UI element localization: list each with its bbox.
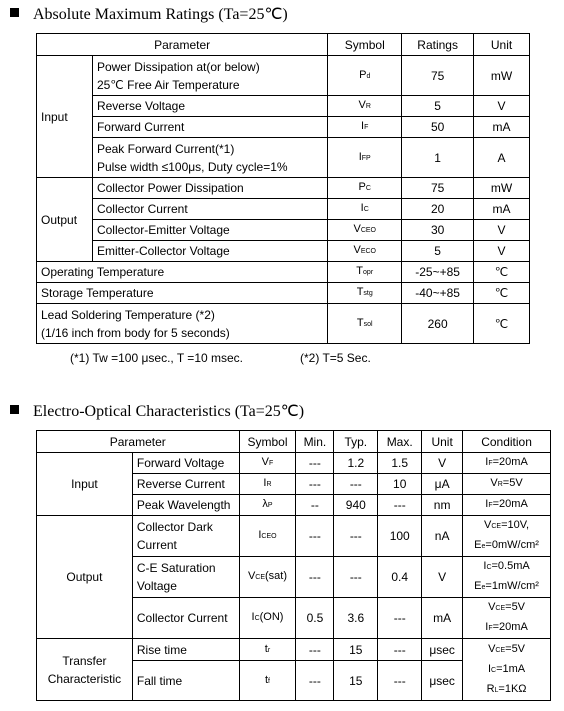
typ-cell: 15 — [334, 661, 378, 701]
table-row — [37, 138, 530, 178]
param-cell: Collector Current — [92, 199, 327, 220]
symbol-cell: Pd — [328, 56, 402, 96]
col-header-parameter: Parameter — [37, 34, 328, 56]
table-row — [37, 304, 530, 344]
symbol-cell: IR — [239, 474, 296, 495]
param-cell: Rise time — [132, 639, 239, 661]
condition-cell: VCE=10V, Ee=0mW/cm² — [463, 516, 551, 557]
typ-cell: --- — [334, 557, 378, 598]
unit-cell: V — [474, 241, 530, 262]
max-cell: --- — [378, 661, 422, 701]
col-header-unit: Unit — [422, 431, 463, 453]
table-row — [37, 516, 551, 557]
unit-cell: V — [422, 557, 463, 598]
unit-cell: A — [474, 138, 530, 178]
condition-cell: VCE=5V IC=1mA RL=1KΩ — [463, 639, 551, 701]
min-cell: --- — [296, 516, 334, 557]
rating-cell: 75 — [402, 178, 474, 199]
max-cell: 10 — [378, 474, 422, 495]
group-label-transfer: Transfer Characteristic — [37, 639, 133, 701]
param-cell: Collector Dark Current — [132, 516, 239, 557]
symbol-cell: VCE(sat) — [239, 557, 296, 598]
min-cell: 0.5 — [296, 598, 334, 639]
min-cell: --- — [296, 557, 334, 598]
table-row — [37, 283, 530, 304]
col-header-symbol: Symbol — [328, 34, 402, 56]
param-cell: C-E Saturation Voltage — [132, 557, 239, 598]
min-cell: --- — [296, 474, 334, 495]
min-cell: --- — [296, 639, 334, 661]
param-cell: Lead Soldering Temperature (*2) (1/16 inch from body for 5 seconds) — [37, 304, 328, 344]
typ-cell: 15 — [334, 639, 378, 661]
table-row — [37, 96, 530, 117]
col-header-unit: Unit — [474, 34, 530, 56]
table-row — [37, 639, 551, 661]
param-cell: Operating Temperature — [37, 262, 328, 283]
param-cell: Fall time — [132, 661, 239, 701]
param-cell: Forward Voltage — [132, 453, 239, 474]
rating-cell: 75 — [402, 56, 474, 96]
abs-max-title — [10, 4, 288, 24]
table-row — [37, 220, 530, 241]
col-header-min: Min. — [296, 431, 334, 453]
condition-cell: VCE=5V IF=20mA — [463, 598, 551, 639]
table-header-row — [37, 431, 551, 453]
param-cell: Peak Forward Current(*1) Pulse width ≤100μs, Duty cycle=1% — [92, 138, 327, 178]
unit-cell: nm — [422, 495, 463, 516]
typ-cell: 1.2 — [334, 453, 378, 474]
group-label-input: Input — [37, 56, 93, 178]
param-cell: Forward Current — [92, 117, 327, 138]
symbol-cell: PC — [328, 178, 402, 199]
unit-cell: ℃ — [474, 304, 530, 344]
max-cell: --- — [378, 639, 422, 661]
group-label-output: Output — [37, 178, 93, 262]
unit-cell: mA — [474, 117, 530, 138]
unit-cell: V — [422, 453, 463, 474]
condition-cell: IC=0.5mA Ee=1mW/cm² — [463, 557, 551, 598]
symbol-cell: VCEO — [328, 220, 402, 241]
max-cell: 100 — [378, 516, 422, 557]
rating-cell: 1 — [402, 138, 474, 178]
rating-cell: -25~+85 — [402, 262, 474, 283]
col-header-symbol: Symbol — [239, 431, 296, 453]
rating-cell: -40~+85 — [402, 283, 474, 304]
symbol-cell: ICEO — [239, 516, 296, 557]
param-cell: Collector-Emitter Voltage — [92, 220, 327, 241]
bullet-square-icon — [10, 8, 19, 17]
symbol-cell: tf — [239, 661, 296, 701]
symbol-cell: Tsol — [328, 304, 402, 344]
rating-cell: 5 — [402, 241, 474, 262]
param-cell: Reverse Voltage — [92, 96, 327, 117]
unit-cell: V — [474, 96, 530, 117]
symbol-cell: IC(ON) — [239, 598, 296, 639]
group-label-output: Output — [37, 516, 133, 639]
table-row — [37, 241, 530, 262]
param-cell: Collector Power Dissipation — [92, 178, 327, 199]
symbol-cell: IC — [328, 199, 402, 220]
unit-cell: mA — [474, 199, 530, 220]
max-cell: --- — [378, 598, 422, 639]
footnote-1: (*1) Tw =100 μsec., T =10 msec. — [70, 351, 243, 365]
col-header-typ: Typ. — [334, 431, 378, 453]
condition-cell: IF=20mA — [463, 495, 551, 516]
unit-cell: μsec — [422, 639, 463, 661]
condition-cell: IF=20mA — [463, 453, 551, 474]
eo-title — [10, 401, 304, 421]
eo-title-text: Electro-Optical Characteristics (Ta=25℃) — [33, 403, 305, 420]
symbol-cell: Topr — [328, 262, 402, 283]
table-row — [37, 117, 530, 138]
rating-cell: 260 — [402, 304, 474, 344]
param-cell: Reverse Current — [132, 474, 239, 495]
symbol-cell: IF — [328, 117, 402, 138]
col-header-max: Max. — [378, 431, 422, 453]
unit-cell: mW — [474, 56, 530, 96]
max-cell: --- — [378, 495, 422, 516]
table-row — [37, 56, 530, 96]
param-cell: Emitter-Collector Voltage — [92, 241, 327, 262]
min-cell: --- — [296, 453, 334, 474]
max-cell: 1.5 — [378, 453, 422, 474]
col-header-parameter: Parameter — [37, 431, 240, 453]
max-cell: 0.4 — [378, 557, 422, 598]
unit-cell: ℃ — [474, 262, 530, 283]
rating-cell: 50 — [402, 117, 474, 138]
unit-cell: mW — [474, 178, 530, 199]
unit-cell: μA — [422, 474, 463, 495]
rating-cell: 30 — [402, 220, 474, 241]
rating-cell: 5 — [402, 96, 474, 117]
unit-cell: μsec — [422, 661, 463, 701]
symbol-cell: VF — [239, 453, 296, 474]
bullet-square-icon — [10, 405, 19, 414]
footnote-2: (*2) T=5 Sec. — [300, 351, 371, 365]
symbol-cell: IFP — [328, 138, 402, 178]
symbol-cell: tr — [239, 639, 296, 661]
abs-max-title-text: Absolute Maximum Ratings (Ta=25℃) — [33, 6, 288, 23]
unit-cell: mA — [422, 598, 463, 639]
table-row — [37, 262, 530, 283]
unit-cell: nA — [422, 516, 463, 557]
col-header-ratings: Ratings — [402, 34, 474, 56]
table-row — [37, 178, 530, 199]
table-row — [37, 199, 530, 220]
abs-max-table — [36, 33, 530, 344]
min-cell: --- — [296, 661, 334, 701]
eo-table — [36, 430, 551, 701]
typ-cell: --- — [334, 516, 378, 557]
group-label-input: Input — [37, 453, 133, 516]
param-cell: Collector Current — [132, 598, 239, 639]
min-cell: -- — [296, 495, 334, 516]
condition-cell: VR=5V — [463, 474, 551, 495]
table-row — [37, 453, 551, 474]
typ-cell: --- — [334, 474, 378, 495]
col-header-condition: Condition — [463, 431, 551, 453]
param-cell: Peak Wavelength — [132, 495, 239, 516]
typ-cell: 940 — [334, 495, 378, 516]
param-cell: Power Dissipation at(or below) 25℃ Free Air Temperature — [92, 56, 327, 96]
unit-cell: ℃ — [474, 283, 530, 304]
symbol-cell: VECO — [328, 241, 402, 262]
param-cell: Storage Temperature — [37, 283, 328, 304]
symbol-cell: Tstg — [328, 283, 402, 304]
table-header-row — [37, 34, 530, 56]
symbol-cell: λP — [239, 495, 296, 516]
symbol-cell: VR — [328, 96, 402, 117]
rating-cell: 20 — [402, 199, 474, 220]
typ-cell: 3.6 — [334, 598, 378, 639]
unit-cell: V — [474, 220, 530, 241]
